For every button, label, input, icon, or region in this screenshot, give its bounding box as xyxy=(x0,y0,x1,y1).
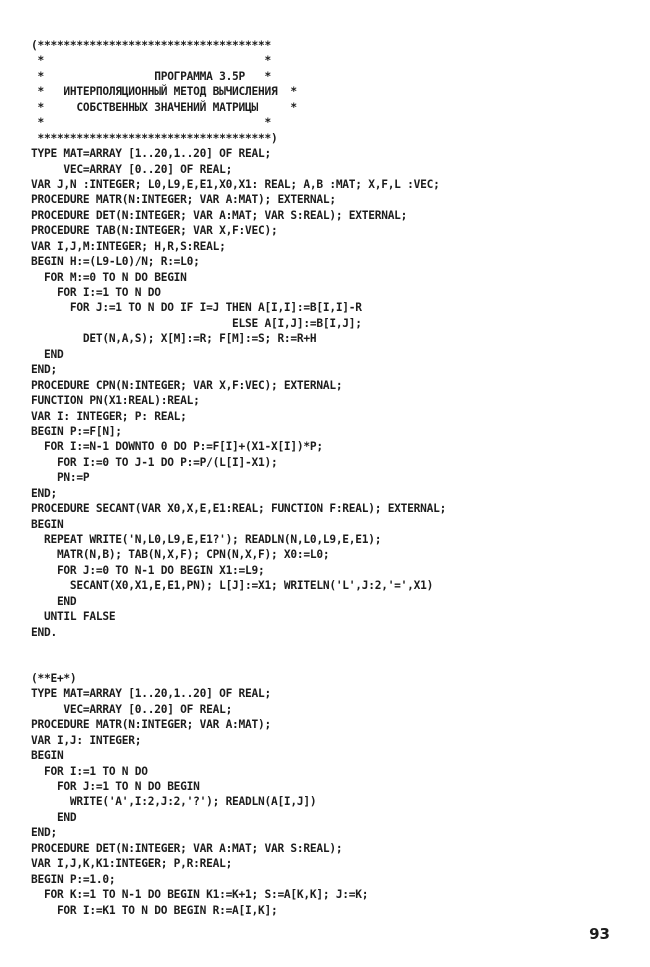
code-line: VAR I: INTEGER; P: REAL; xyxy=(31,409,187,423)
code-line: TYPE MAT=ARRAY [1..20,1..20] OF REAL; xyxy=(31,687,271,701)
code-line: BEGIN xyxy=(31,749,64,763)
code-line: PROCEDURE DET(N:INTEGER; VAR A:MAT; VAR S:REAL); xyxy=(31,841,343,855)
code-line: * СОБСТВЕННЫХ ЗНАЧЕНИЙ МАТРИЦЫ * xyxy=(31,100,297,114)
code-line: FOR I:=K1 TO N DO BEGIN R:=A[I,K]; xyxy=(31,903,278,917)
code-line: PROCEDURE CPN(N:INTEGER; VAR X,F:VEC); EXTERNAL; xyxy=(31,378,343,392)
code-line: PN:=P xyxy=(31,471,90,485)
code-line: ELSE A[I,J]:=B[I,J]; xyxy=(31,316,362,330)
code-line: * ПРОГРАММА 3.5P * xyxy=(31,69,271,83)
code-line: MATR(N,B); TAB(N,X,F); CPN(N,X,F); X0:=L0; xyxy=(31,548,330,562)
code-line: VEC=ARRAY [0..20] OF REAL; xyxy=(31,702,233,716)
code-listing xyxy=(31,38,446,918)
code-line: PROCEDURE SECANT(VAR X0,X,E,E1:REAL; FUNCTION F:REAL); EXTERNAL; xyxy=(31,502,447,516)
code-line: (**E+*) xyxy=(31,671,77,685)
code-line: PROCEDURE MATR(N:INTEGER; VAR A:MAT); xyxy=(31,718,271,732)
page-number: 93 xyxy=(589,925,610,943)
code-line: TYPE MAT=ARRAY [1..20,1..20] OF REAL; xyxy=(31,147,271,161)
code-line: VAR J,N :INTEGER; L0,L9,E,E1,X0,X1: REAL; A,B :MAT; X,F,L :VEC; xyxy=(31,177,440,191)
code-line: END; xyxy=(31,486,57,500)
code-line: END xyxy=(31,810,77,824)
code-line: BEGIN P:=1.0; xyxy=(31,872,116,886)
code-line: END xyxy=(31,594,77,608)
code-line: FOR I:=1 TO N DO xyxy=(31,764,148,778)
code-line: PROCEDURE TAB(N:INTEGER; VAR X,F:VEC); xyxy=(31,224,278,238)
code-line: FOR M:=0 TO N DO BEGIN xyxy=(31,270,187,284)
code-line: END; xyxy=(31,826,57,840)
code-line: ************************************) xyxy=(31,131,278,145)
code-line: FUNCTION PN(X1:REAL):REAL; xyxy=(31,394,200,408)
code-line: FOR I:=0 TO J-1 DO P:=P/(L[I]-X1); xyxy=(31,455,278,469)
code-line: * * xyxy=(31,116,271,130)
code-line xyxy=(31,656,446,671)
code-line: END. xyxy=(31,625,57,639)
code-line: BEGIN P:=F[N]; xyxy=(31,424,122,438)
code-line: (************************************ xyxy=(31,39,271,52)
code-line: DET(N,A,S); X[M]:=R; F[M]:=S; R:=R+H xyxy=(31,332,317,346)
code-line: FOR J:=0 TO N-1 DO BEGIN X1:=L9; xyxy=(31,563,265,577)
code-line: FOR K:=1 TO N-1 DO BEGIN K1:=K+1; S:=A[K,K]; J:=K; xyxy=(31,888,369,902)
code-line: SECANT(X0,X1,E,E1,PN); L[J]:=X1; WRITELN('L',J:2,'=',X1) xyxy=(31,579,434,593)
code-line: REPEAT WRITE('N,L0,L9,E,E1?'); READLN(N,L0,L9,E,E1); xyxy=(31,533,382,546)
code-line: * * xyxy=(31,54,271,68)
code-line: PROCEDURE DET(N:INTEGER; VAR A:MAT; VAR S:REAL); EXTERNAL; xyxy=(31,208,408,222)
code-line: END xyxy=(31,347,64,361)
code-line: FOR J:=1 TO N DO IF I=J THEN A[I,I]:=B[I,I]-R xyxy=(31,301,362,315)
code-line: VAR I,J,K,K1:INTEGER; P,R:REAL; xyxy=(31,857,233,871)
code-line: VAR I,J: INTEGER; xyxy=(31,733,142,747)
code-line: PROCEDURE MATR(N:INTEGER; VAR A:MAT); EXTERNAL; xyxy=(31,193,336,207)
code-line xyxy=(31,640,446,655)
code-line: VEC=ARRAY [0..20] OF REAL; xyxy=(31,162,233,176)
code-line: FOR I:=1 TO N DO xyxy=(31,286,161,299)
code-line: FOR J:=1 TO N DO BEGIN xyxy=(31,780,200,793)
code-line: WRITE('A',I:2,J:2,'?'); READLN(A[I,J]) xyxy=(31,795,317,809)
code-line: VAR I,J,M:INTEGER; H,R,S:REAL; xyxy=(31,239,226,253)
code-line: * ИНТЕРПОЛЯЦИОННЫЙ МЕТОД ВЫЧИСЛЕНИЯ * xyxy=(31,85,297,99)
code-line: BEGIN xyxy=(31,517,64,531)
code-line: BEGIN H:=(L9-L0)/N; R:=L0; xyxy=(31,255,200,269)
code-line: UNTIL FALSE xyxy=(31,610,116,624)
code-line: FOR I:=N-1 DOWNTO 0 DO P:=F[I]+(X1-X[I])*P; xyxy=(31,440,323,454)
code-line: END; xyxy=(31,363,57,377)
